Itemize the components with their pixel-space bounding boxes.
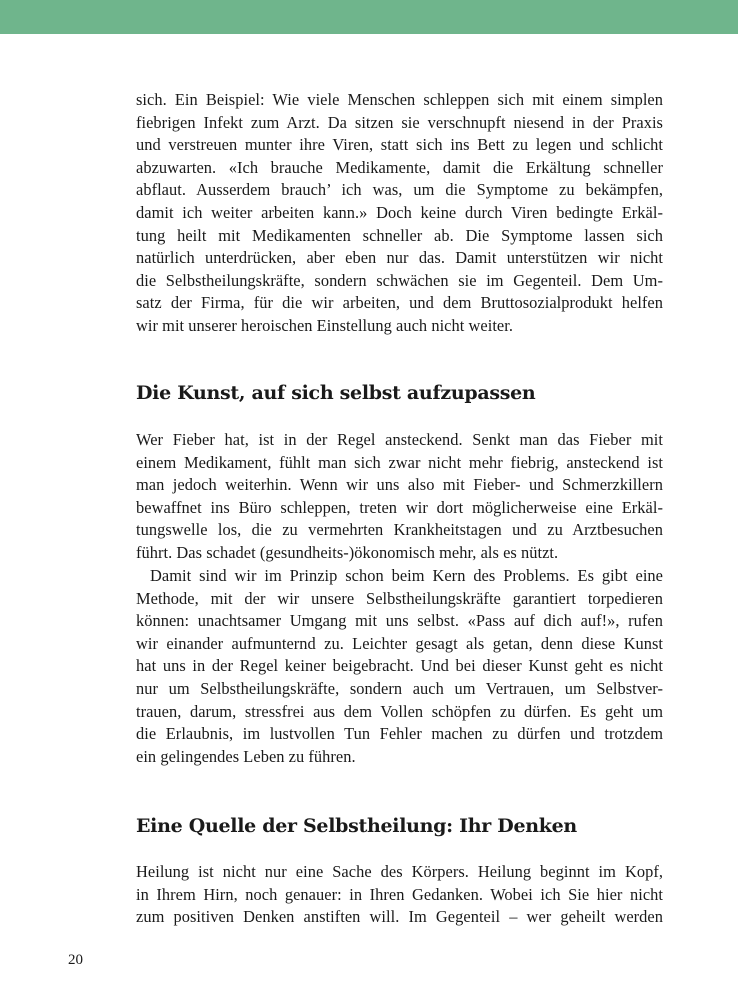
text-line: Methode, mit der wir unsere Selbstheilungskräfte garantiert torpedieren <box>136 588 663 608</box>
text-line: in Ihrem Hirn, noch genauer: in Ihren Gedanken. Wobei ich Sie hier nicht <box>136 884 663 904</box>
text-line: hat uns in der Regel keiner beigebracht. Und bei dieser Kunst geht es nicht <box>136 656 663 676</box>
section-heading-thinking: Eine Quelle der Selbstheilung: Ihr Denken <box>136 815 577 837</box>
text-line: abflaut. Ausserdem brauch’ ich was, um die Symptome zu bekämpfen, <box>136 180 663 200</box>
section-heading-self-care: Die Kunst, auf sich selbst aufzupassen <box>136 382 536 404</box>
text-line: und verstreuen munter ihre Viren, statt sich ins Bett zu legen und schlicht <box>136 135 663 155</box>
text-line: abzuwarten. «Ich brauche Medikamente, damit die Erkältung schneller <box>136 157 663 177</box>
text-line: man jedoch weiterhin. Wenn wir uns also mit Fieber- und Schmerzkillern <box>136 475 663 495</box>
paragraph-healing <box>136 861 663 929</box>
text-line: natürlich unterdrücken, aber eben nur das. Damit unterstützen wir nicht <box>136 248 663 268</box>
text-line: tung heilt mit Medikamenten schneller ab. Die Symptome lassen sich <box>136 225 663 245</box>
text-line: wir mit unserer heroischen Einstellung auch nicht weiter. <box>136 315 513 335</box>
text-line: sich. Ein Beispiel: Wie viele Menschen schleppen sich mit einem simplen <box>136 90 663 109</box>
text-line: führt. Das schadet (gesundheits-)ökonomisch mehr, als es nützt. <box>136 542 559 562</box>
page-number: 20 <box>68 952 83 968</box>
text-line: tungswelle los, die zu vermehrten Krankheitstagen und zu Arztbesuchen <box>136 520 663 540</box>
text-line: nur um Selbstheilungskräfte, sondern auch um Vertrauen, um Selbstver- <box>136 678 663 698</box>
paragraph-intro <box>136 89 663 338</box>
text-line: die Selbstheilungskräfte, sondern schwächen sie im Gegenteil. Dem Um- <box>136 270 663 290</box>
text-line: Damit sind wir im Prinzip schon beim Kern des Problems. Es gibt eine <box>150 566 663 585</box>
text-line: fiebrigen Infekt zum Arzt. Da sitzen sie verschnupft niesend in der Praxis <box>136 112 663 132</box>
text-line: satz der Firma, für die wir arbeiten, und dem Bruttosozialprodukt helfen <box>136 293 663 313</box>
paragraph-core-problem <box>136 565 663 768</box>
text-line: zum positiven Denken anstiften will. Im Gegenteil – wer geheilt werden <box>136 907 663 927</box>
text-line: die Erlaubnis, im lustvollen Tun Fehler machen zu dürfen und trotzdem <box>136 724 663 744</box>
text-line: einem Medikament, fühlt man sich zwar nicht mehr fiebrig, ansteckend ist <box>136 452 663 472</box>
text-line: damit ich weiter arbeiten kann.» Doch keine durch Viren bedingte Erkäl- <box>136 202 663 222</box>
text-line: können: unachtsamer Umgang mit uns selbst. «Pass auf dich auf!», rufen <box>136 611 663 631</box>
text-line: Wer Fieber hat, ist in der Regel ansteckend. Senkt man das Fieber mit <box>136 430 663 449</box>
text-line: ein gelingendes Leben zu führen. <box>136 746 356 766</box>
text-line: Heilung ist nicht nur eine Sache des Körpers. Heilung beginnt im Kopf, <box>136 862 663 881</box>
top-color-band <box>0 0 738 34</box>
text-line: wir einander aufmunternd zu. Leichter gesagt als getan, denn diese Kunst <box>136 633 663 653</box>
text-line: bewaffnet ins Büro schleppen, treten wir dort möglicherweise eine Erkäl- <box>136 497 663 517</box>
text-line: trauen, darum, stressfrei aus dem Vollen schöpfen zu dürfen. Es geht um <box>136 701 663 721</box>
paragraph-fever <box>136 429 663 565</box>
